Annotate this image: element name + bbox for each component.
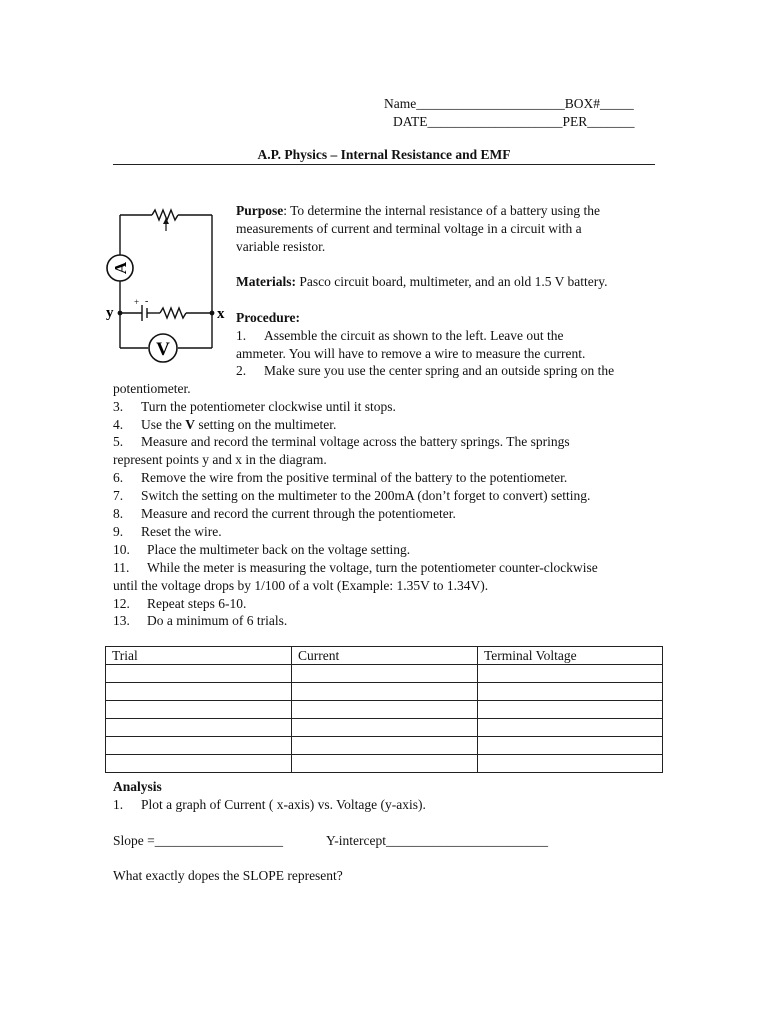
slope-label: Slope = xyxy=(113,833,155,848)
analysis-step-1: 1. Plot a graph of Current ( x-axis) vs. Voltage (y-axis). xyxy=(113,797,426,812)
procedure-step-1: 1. Assemble the circuit as shown to the left. Leave out the xyxy=(236,328,564,343)
table-cell[interactable] xyxy=(478,737,663,755)
procedure-step-8: 8. Measure and record the current through the potentiometer. xyxy=(113,506,456,521)
date-blank[interactable]: ____________________ xyxy=(427,114,563,129)
procedure-step-3: 3. Turn the potentiometer clockwise until it stops. xyxy=(113,399,396,414)
voltmeter-letter: V xyxy=(156,339,170,360)
y-intercept-field xyxy=(326,832,548,849)
table-header-row xyxy=(106,647,663,665)
materials-line: Materials: Pasco circuit board, multimeter, and an old 1.5 V battery. xyxy=(236,274,608,289)
procedure-step-4: 4. Use the V setting on the multimeter. xyxy=(113,417,337,432)
per-blank[interactable]: _______ xyxy=(587,114,635,129)
table-cell[interactable] xyxy=(292,665,478,683)
header-current: Current xyxy=(292,647,478,665)
ammeter-letter: A xyxy=(111,261,130,275)
minus-sign: - xyxy=(145,296,149,307)
circuit-diagram xyxy=(100,200,230,370)
node-x-dot xyxy=(210,311,215,316)
table-row xyxy=(106,665,663,683)
table-cell[interactable] xyxy=(292,683,478,701)
node-y-dot xyxy=(118,311,123,316)
top-resistor-icon xyxy=(152,210,178,220)
purpose-line-3: variable resistor. xyxy=(236,239,326,254)
table-cell[interactable] xyxy=(106,755,292,773)
name-blank[interactable]: ______________________ xyxy=(416,96,565,111)
label-x: x xyxy=(217,306,225,322)
procedure-step-2-cont: potentiometer. xyxy=(113,381,191,396)
procedure-step-10: 10. Place the multimeter back on the voltage setting. xyxy=(113,542,411,557)
table-cell[interactable] xyxy=(106,701,292,719)
slope-blank[interactable]: ___________________ xyxy=(154,833,283,848)
procedure-step-9: 9. Reset the wire. xyxy=(113,524,222,539)
y-intercept-blank[interactable]: ________________________ xyxy=(385,833,548,848)
table-cell[interactable] xyxy=(292,701,478,719)
table-row xyxy=(106,701,663,719)
procedure-step-6: 6. Remove the wire from the positive terminal of the battery to the potentiometer. xyxy=(113,470,568,485)
table-cell[interactable] xyxy=(292,737,478,755)
purpose-line-1: Purpose: To determine the internal resistance of a battery using the xyxy=(236,203,600,218)
table-cell[interactable] xyxy=(478,665,663,683)
table-cell[interactable] xyxy=(478,701,663,719)
y-intercept-label: Y-intercept xyxy=(326,833,386,848)
table-cell[interactable] xyxy=(292,755,478,773)
name-field xyxy=(384,95,634,112)
materials-label: Materials: xyxy=(236,274,296,289)
per-label: PER xyxy=(562,114,588,129)
procedure-step-11-cont: until the voltage drops by 1/100 of a volt (Example: 1.35V to 1.34V). xyxy=(113,578,489,593)
header-terminal-voltage: Terminal Voltage xyxy=(478,647,663,665)
table-row xyxy=(106,755,663,773)
slope-field xyxy=(113,832,283,849)
box-label: BOX# xyxy=(564,96,600,111)
title-divider xyxy=(113,164,655,165)
procedure-label: Procedure: xyxy=(236,310,300,325)
box-blank[interactable]: _____ xyxy=(600,96,634,111)
table-cell[interactable] xyxy=(106,719,292,737)
date-field xyxy=(393,113,635,130)
procedure-step-7: 7. Switch the setting on the multimeter to the 200mA (don’t forget to convert) setting. xyxy=(113,488,591,503)
header-trial: Trial xyxy=(106,647,292,665)
label-y: y xyxy=(106,305,114,321)
name-label: Name xyxy=(384,96,417,111)
slope-question: What exactly dopes the SLOPE represent? xyxy=(113,868,343,883)
table-cell[interactable] xyxy=(106,737,292,755)
procedure-step-5: 5. Measure and record the terminal voltage across the battery springs. The springs xyxy=(113,434,570,449)
purpose-line-2: measurements of current and terminal voltage in a circuit with a xyxy=(236,221,582,236)
plus-sign: + xyxy=(134,297,140,307)
table-cell[interactable] xyxy=(478,683,663,701)
data-table xyxy=(105,646,663,773)
table-row xyxy=(106,719,663,737)
table-cell[interactable] xyxy=(292,719,478,737)
page-title: A.P. Physics – Internal Resistance and EMF xyxy=(257,147,511,162)
procedure-step-12: 12. Repeat steps 6-10. xyxy=(113,596,247,611)
purpose-label: Purpose xyxy=(236,203,284,218)
table-row xyxy=(106,737,663,755)
procedure-step-2: 2. Make sure you use the center spring and an outside spring on the xyxy=(236,363,615,378)
procedure-step-1-cont: ammeter. You will have to remove a wire to measure the current. xyxy=(236,346,586,361)
table-cell[interactable] xyxy=(106,665,292,683)
date-label: DATE xyxy=(393,114,428,129)
table-cell[interactable] xyxy=(106,683,292,701)
analysis-label: Analysis xyxy=(113,779,162,794)
table-cell[interactable] xyxy=(478,755,663,773)
procedure-step-11: 11. While the meter is measuring the voltage, turn the potentiometer counter-clockwise xyxy=(113,560,598,575)
procedure-step-5-cont: represent points y and x in the diagram. xyxy=(113,452,327,467)
table-cell[interactable] xyxy=(478,719,663,737)
potentiometer-arrow-icon xyxy=(163,218,169,231)
table-row xyxy=(106,683,663,701)
internal-resistor-icon xyxy=(160,308,186,318)
procedure-step-13: 13. Do a minimum of 6 trials. xyxy=(113,613,288,628)
